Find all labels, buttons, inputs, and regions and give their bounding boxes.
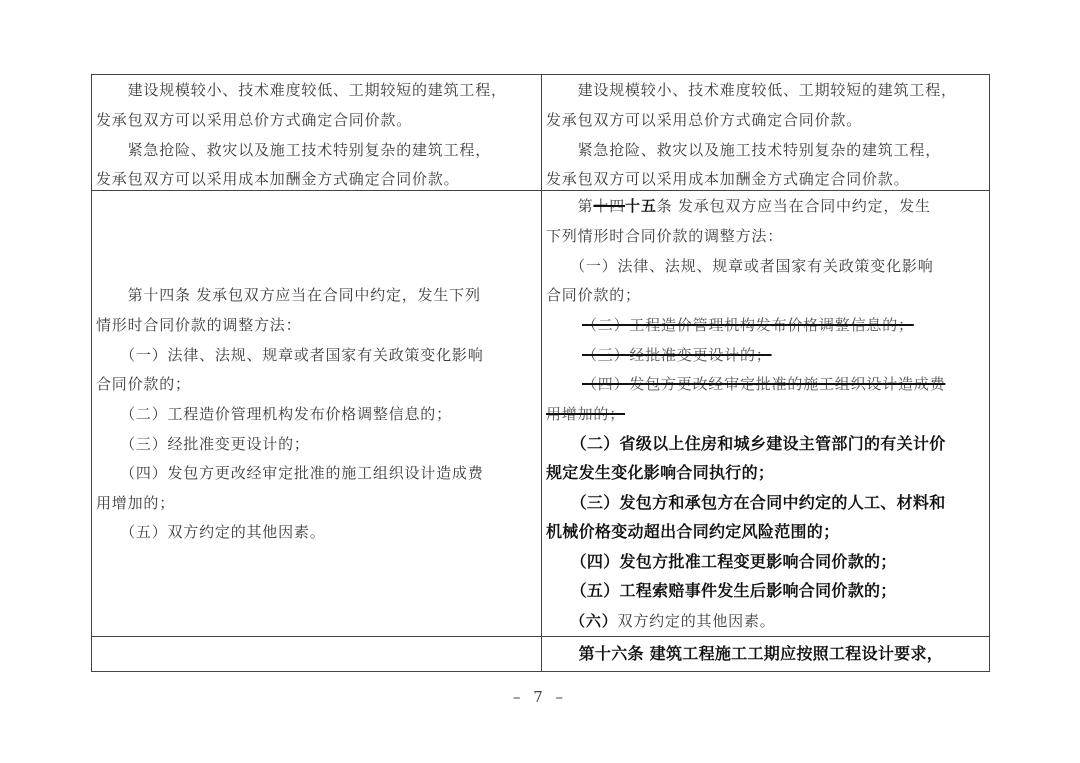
row1-left-line2: 发承包双方可以采用总价方式确定合同价款。 (96, 111, 413, 129)
row2-left-line1: 第十四条 发承包双方应当在合同中约定，发生下列 (96, 286, 481, 304)
comparison-table (91, 74, 990, 672)
row2-left-line4: 合同价款的； (96, 375, 191, 393)
row1-right-line4: 发承包双方可以采用成本加酬金方式确定合同价款。 (546, 170, 910, 188)
right-article-16-heading: 第十六条 建筑工程施工工期应按照工程设计要求， (546, 644, 944, 663)
new-clause-2b: 规定发生变化影响合同执行的； (546, 463, 775, 482)
row2-left-line7: （四）发包方更改经审定批准的施工组织设计造成费 (96, 464, 484, 482)
row2-right-line2: 下列情形时合同价款的调整方法： (546, 227, 784, 245)
right-article-15-heading (546, 197, 931, 215)
new-clause-3b: 机械价格变动超出合同约定风险范围的； (546, 522, 840, 541)
row3-right-cell (542, 637, 990, 672)
table-row (92, 75, 990, 191)
table-row (92, 191, 990, 637)
row2-left-line8: 用增加的； (96, 494, 176, 512)
row2-right-cell (542, 191, 990, 637)
deleted-clause-4a: （四）发包方更改经审定批准的施工组织设计造成费 (582, 375, 946, 393)
deleted-article-number: 十四 (593, 197, 626, 215)
row1-right-line3: 紧急抢险、救灾以及施工技术特别复杂的建筑工程， (546, 141, 942, 159)
clause-6-text: 双方约定的其他因素。 (617, 612, 776, 630)
new-clause-5: （五）工程索赔事件发生后影响合同价款的； (546, 581, 897, 600)
table-row (92, 637, 990, 672)
row3-left-cell (92, 637, 542, 672)
article-rest: 条 发承包双方应当在合同中约定，发生 (656, 197, 931, 215)
new-clause-4: （四）发包方批准工程变更影响合同价款的； (546, 552, 897, 571)
row2-right-line3: （一）法律、法规、规章或者国家有关政策变化影响 (546, 257, 934, 275)
row2-left-line6: （三）经批准变更设计的； (96, 435, 310, 453)
row1-left-line1: 建设规模较小、技术难度较低、工期较短的建筑工程， (96, 81, 507, 99)
row2-left-line5: （二）工程造价管理机构发布价格调整信息的； (96, 405, 452, 423)
row1-right-line1: 建设规模较小、技术难度较低、工期较短的建筑工程， (546, 81, 957, 99)
row1-right-line2: 发承包双方可以采用总价方式确定合同价款。 (546, 111, 863, 129)
deleted-clause-3: （三）经批准变更设计的； (582, 346, 772, 364)
new-clause-2a: （二）省级以上住房和城乡建设主管部门的有关计价 (546, 434, 946, 453)
row2-left-line9: （五）双方约定的其他因素。 (96, 523, 326, 541)
row2-left-line3: （一）法律、法规、规章或者国家有关政策变化影响 (96, 346, 484, 364)
deleted-clause-4b: 用增加的； (546, 405, 626, 423)
deleted-clause-2: （二）工程造价管理机构发布价格调整信息的； (582, 316, 914, 334)
row2-right-line4: 合同价款的； (546, 286, 641, 304)
row2-left-cell (92, 191, 542, 637)
new-clause-6 (546, 612, 776, 630)
row1-right-cell (542, 75, 990, 191)
clause-6-number: （六） (546, 612, 618, 630)
row2-left-line2: 情形时合同价款的调整方法： (96, 316, 302, 334)
row1-left-line4: 发承包双方可以采用成本加酬金方式确定合同价款。 (96, 170, 460, 188)
new-article-number: 十五 (625, 197, 657, 215)
new-clause-3a: （三）发包方和承包方在合同中约定的人工、材料和 (546, 493, 946, 512)
page-number: – 7 – (512, 688, 568, 706)
row1-left-line3: 紧急抢险、救灾以及施工技术特别复杂的建筑工程， (96, 141, 492, 159)
article-lead: 第 (546, 197, 594, 215)
row1-left-cell (92, 75, 542, 191)
